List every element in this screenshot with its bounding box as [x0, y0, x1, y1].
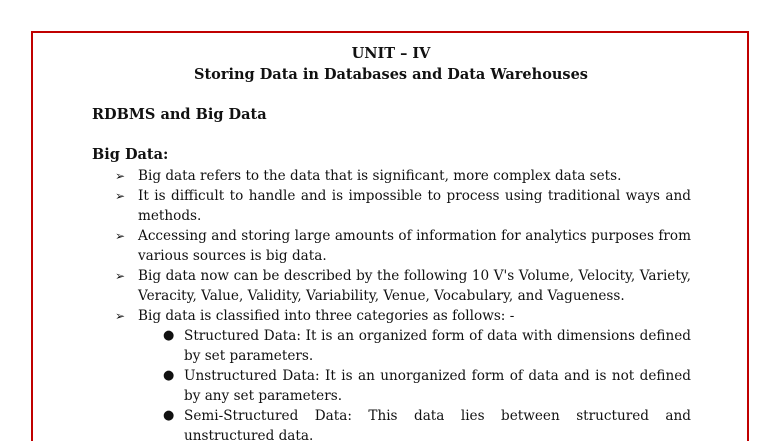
sub-list-item [138, 326, 691, 366]
section-heading: RDBMS and Big Data [92, 106, 267, 123]
arrow-bullet-icon: ➢ [115, 169, 126, 183]
dot-bullet-icon: ● [163, 408, 175, 423]
sub-list-item [138, 406, 691, 441]
big-data-bullet-list [115, 166, 691, 441]
arrow-bullet-icon: ➢ [115, 309, 126, 323]
list-item [115, 186, 691, 226]
dot-bullet-icon: ● [163, 328, 175, 343]
arrow-bullet-icon: ➢ [115, 269, 126, 283]
dot-bullet-icon: ● [163, 368, 175, 383]
category-sub-list [138, 326, 691, 441]
sub-list-item-text: Unstructured Data: It is an unorganized form of data and is not defined by any set parameters. [184, 368, 691, 404]
arrow-bullet-icon: ➢ [115, 189, 126, 203]
list-item-text: It is difficult to handle and is impossible to process using traditional ways and methods. [138, 188, 691, 224]
list-item-text: Big data is classified into three categories as follows: - [138, 308, 515, 324]
sub-list-item-text: Semi-Structured Data: This data lies between structured and unstructured data. [184, 408, 691, 441]
list-item [115, 226, 691, 266]
unit-title: UNIT – IV [351, 45, 431, 62]
list-item-text: Accessing and storing large amounts of information for analytics purposes from various sources is big data. [138, 228, 691, 264]
list-item-text: Big data refers to the data that is significant, more complex data sets. [138, 168, 622, 184]
list-item [115, 166, 691, 186]
sub-list-item [138, 366, 691, 406]
sub-list-item-text: Structured Data: It is an organized form of data with dimensions defined by set parameters. [184, 328, 691, 364]
list-item [115, 266, 691, 306]
subsection-heading: Big Data: [92, 146, 169, 163]
list-item [115, 306, 691, 441]
document-subtitle: Storing Data in Databases and Data Warehouses [194, 66, 588, 83]
list-item-text: Big data now can be described by the following 10 V's Volume, Velocity, Variety, Veracity, Value, Validity, Variability, Venue, Vocabulary, and Vagueness. [138, 268, 691, 304]
arrow-bullet-icon: ➢ [115, 229, 126, 243]
